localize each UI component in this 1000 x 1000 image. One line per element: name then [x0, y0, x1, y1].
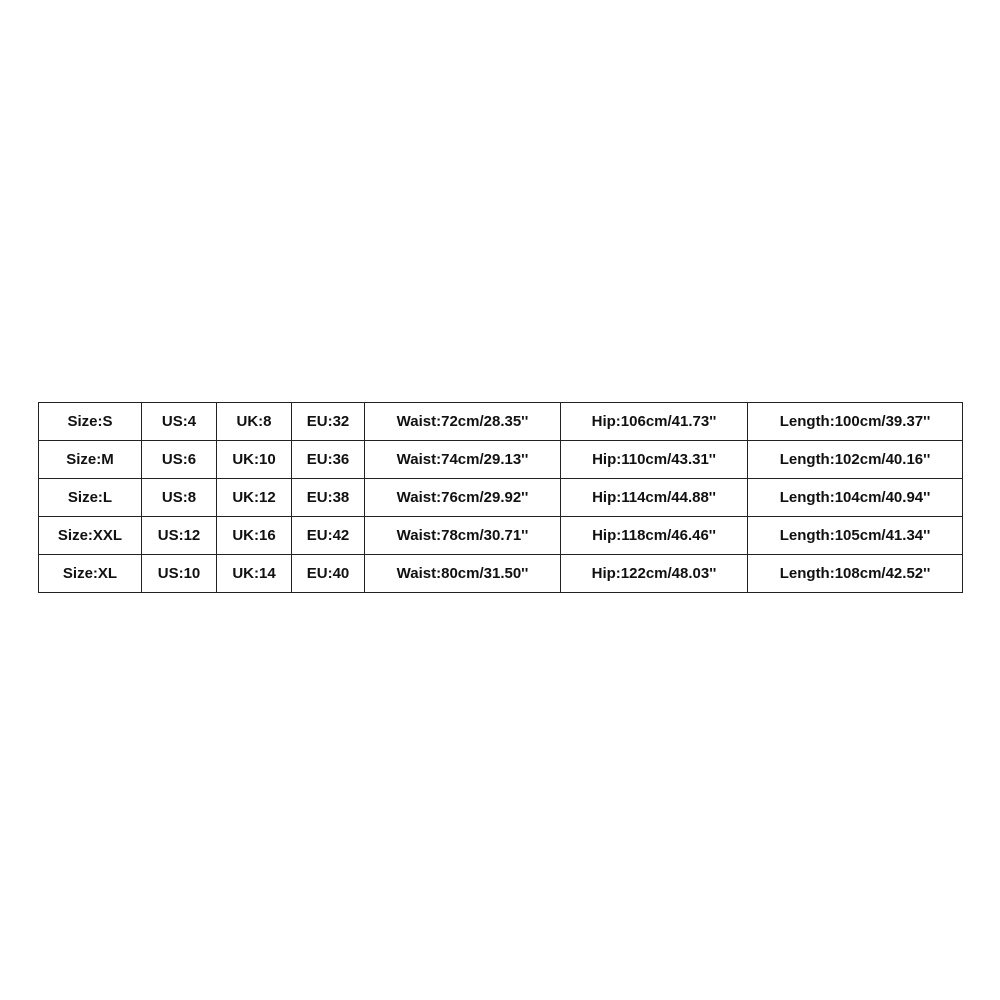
- length-cell: Length:105cm/41.34'': [748, 517, 963, 555]
- hip-cell: Hip:114cm/44.88'': [561, 479, 748, 517]
- size-cell: Size:M: [39, 441, 142, 479]
- eu-size-cell: EU:36: [292, 441, 365, 479]
- uk-size-cell: UK:10: [217, 441, 292, 479]
- size-chart-table: [38, 402, 963, 593]
- us-size-cell: US:6: [142, 441, 217, 479]
- waist-cell: Waist:74cm/29.13'': [365, 441, 561, 479]
- us-size-cell: US:12: [142, 517, 217, 555]
- uk-size-cell: UK:14: [217, 555, 292, 593]
- eu-size-cell: EU:32: [292, 403, 365, 441]
- table-row: [39, 517, 963, 555]
- size-cell: Size:L: [39, 479, 142, 517]
- waist-cell: Waist:72cm/28.35'': [365, 403, 561, 441]
- hip-cell: Hip:118cm/46.46'': [561, 517, 748, 555]
- uk-size-cell: UK:8: [217, 403, 292, 441]
- waist-cell: Waist:76cm/29.92'': [365, 479, 561, 517]
- table-row: [39, 403, 963, 441]
- table-row: [39, 479, 963, 517]
- length-cell: Length:104cm/40.94'': [748, 479, 963, 517]
- eu-size-cell: EU:40: [292, 555, 365, 593]
- us-size-cell: US:10: [142, 555, 217, 593]
- eu-size-cell: EU:42: [292, 517, 365, 555]
- us-size-cell: US:8: [142, 479, 217, 517]
- uk-size-cell: UK:16: [217, 517, 292, 555]
- hip-cell: Hip:110cm/43.31'': [561, 441, 748, 479]
- table-row: [39, 555, 963, 593]
- size-cell: Size:XL: [39, 555, 142, 593]
- eu-size-cell: EU:38: [292, 479, 365, 517]
- waist-cell: Waist:78cm/30.71'': [365, 517, 561, 555]
- hip-cell: Hip:122cm/48.03'': [561, 555, 748, 593]
- size-cell: Size:S: [39, 403, 142, 441]
- length-cell: Length:100cm/39.37'': [748, 403, 963, 441]
- size-cell: Size:XXL: [39, 517, 142, 555]
- hip-cell: Hip:106cm/41.73'': [561, 403, 748, 441]
- waist-cell: Waist:80cm/31.50'': [365, 555, 561, 593]
- uk-size-cell: UK:12: [217, 479, 292, 517]
- length-cell: Length:108cm/42.52'': [748, 555, 963, 593]
- table-row: [39, 441, 963, 479]
- length-cell: Length:102cm/40.16'': [748, 441, 963, 479]
- us-size-cell: US:4: [142, 403, 217, 441]
